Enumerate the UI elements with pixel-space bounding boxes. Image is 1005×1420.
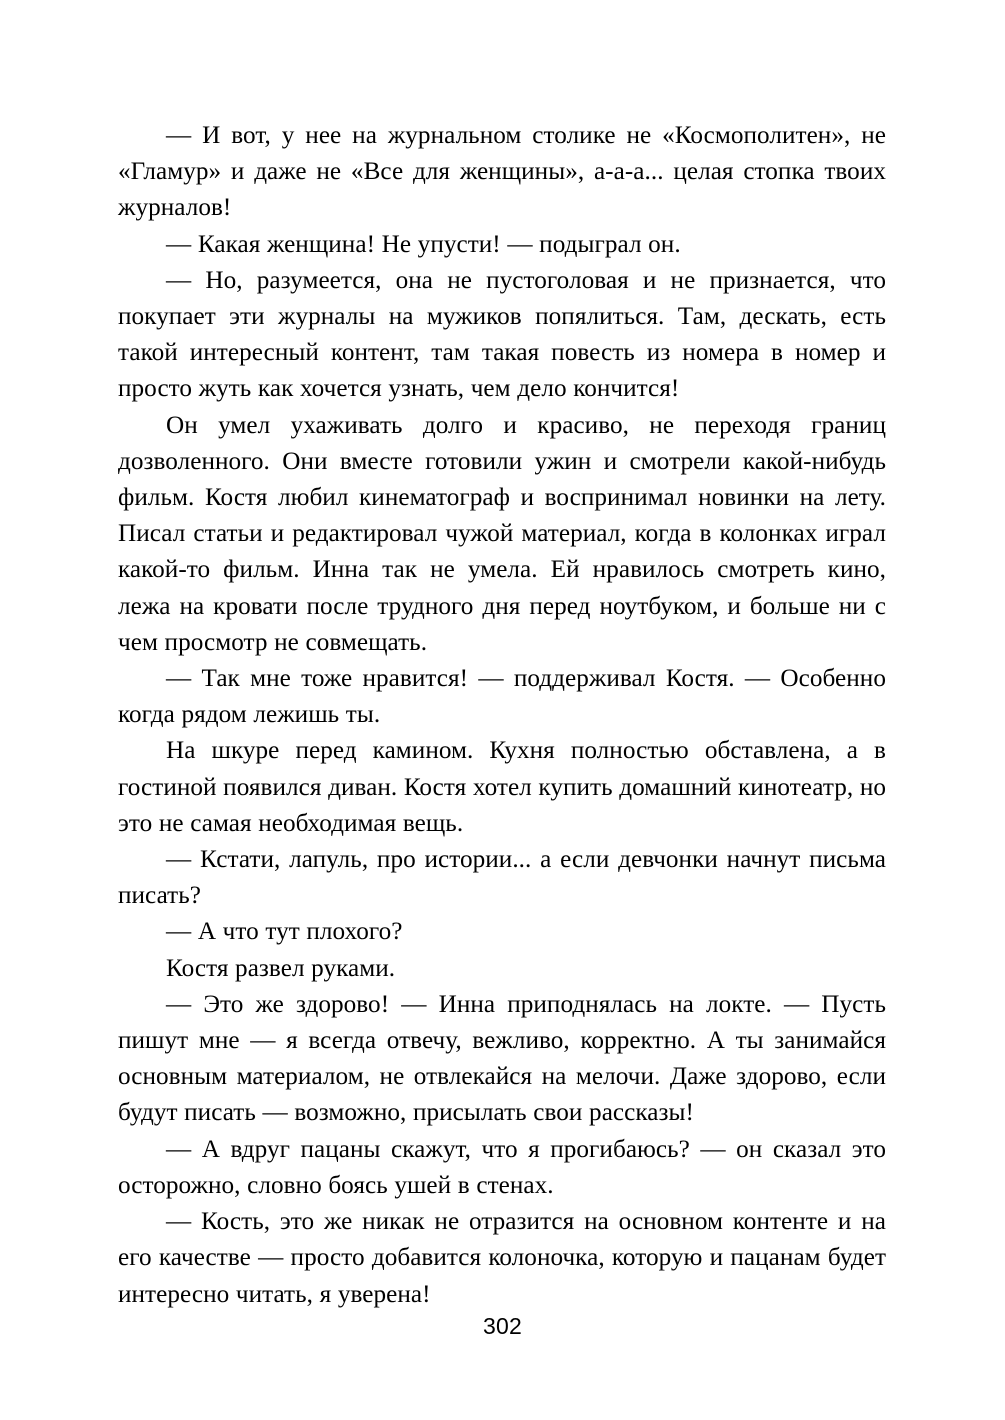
body-paragraph: — Это же здорово! — Инна приподнялась на локте. — Пусть пишут мне — я всегда отвечу, вежливо, корректно. А ты занимайся основным материалом, не отвлекайся на мелочи. Даже здорово, если будут писать — возможно, присылать свои рассказы! <box>118 990 886 1127</box>
body-paragraph: Костя развел руками. <box>166 954 396 982</box>
body-paragraph: — Какая женщина! Не упусти! — подыграл он. <box>166 230 681 258</box>
page-number: 302 <box>482 1313 523 1339</box>
body-paragraph: — Но, разумеется, она не пустоголовая и не признается, что покупает эти журналы на мужиков попялиться. Там, дескать, есть такой интересный контент, там такая повесть из номера в номер и просто жуть как хочется узнать, чем дело кончится! <box>118 266 886 403</box>
body-paragraph: На шкуре перед камином. Кухня полностью обставлена, а в гостиной появился диван. Костя хотел купить домашний кинотеатр, но это не самая необходимая вещь. <box>118 737 886 837</box>
body-paragraph: — А что тут плохого? <box>166 918 403 946</box>
body-paragraph: — А вдруг пацаны скажут, что я прогибаюсь? — он сказал это осторожно, словно боясь ушей в стенах. <box>118 1135 886 1199</box>
body-paragraph: — Кость, это же никак не отразится на основном контенте и на его качестве — просто добавится колоночка, которую и пацанам будет интересно читать, я уверена! <box>118 1208 886 1308</box>
body-paragraph: — И вот, у нее на журнальном столике не «Космополитен», не «Гламур» и даже не «Все для женщины», а-а-а... целая стопка твоих журналов! <box>118 122 886 222</box>
body-paragraph: Он умел ухаживать долго и красиво, не переходя границ дозволенного. Они вместе готовили ужин и смотрели какой-нибудь фильм. Костя любил кинематограф и воспринимал новинки на лету. Писал статьи и редактировал чужой материал, когда в колонках играл какой-то фильм. Инна так не умела. Ей нравилось смотреть кино, лежа на кровати после трудного дня перед ноутбуком, и больше ни с чем просмотр не совмещать. <box>118 411 886 656</box>
body-paragraph: — Так мне тоже нравится! — поддерживал Костя. — Особенно когда рядом лежишь ты. <box>118 665 886 729</box>
page-body-text <box>118 118 886 1313</box>
body-paragraph: — Кстати, лапуль, про истории... а если девчонки начнут письма писать? <box>118 846 886 910</box>
